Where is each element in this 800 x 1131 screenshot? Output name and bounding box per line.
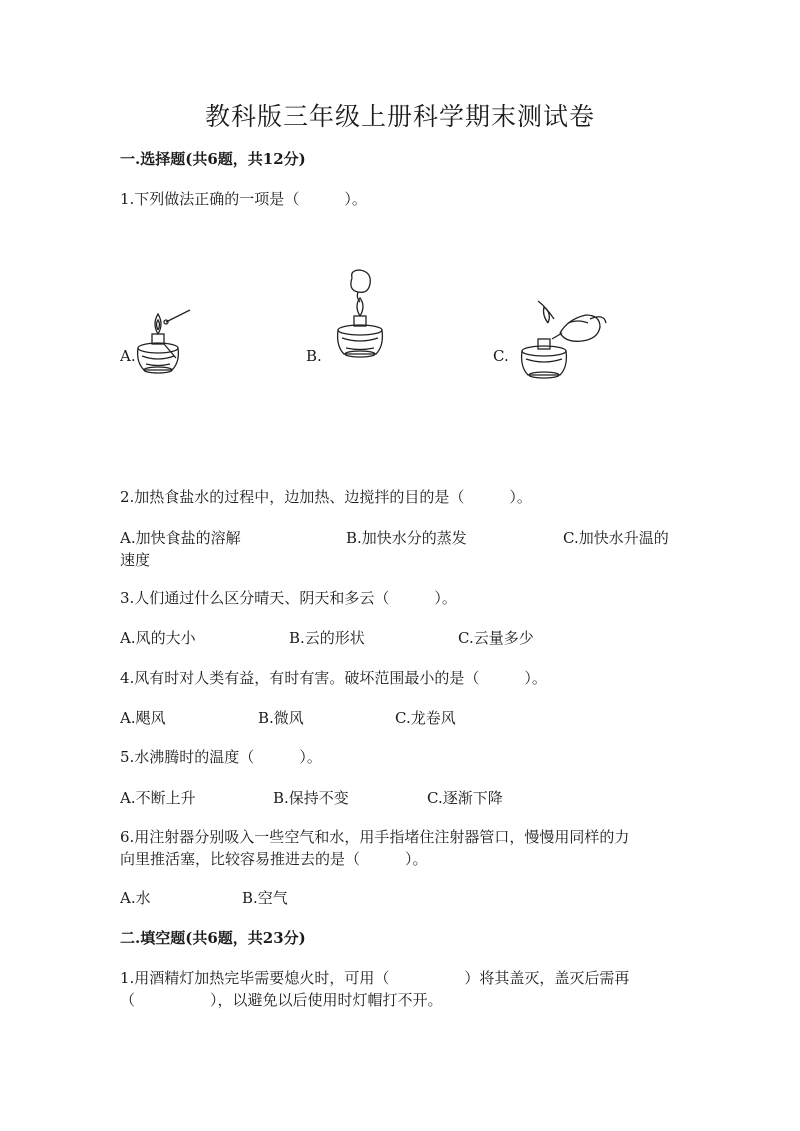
q2-option-c: C.加快水升温的 (563, 529, 669, 547)
q6-option-b: B.空气 (242, 889, 288, 907)
q5-option-a: A.不断上升 (120, 789, 196, 807)
q4-option-a: A.飓风 (120, 709, 166, 727)
q3-option-b: B.云的形状 (289, 629, 365, 647)
question-2-stem: 2.加热食盐水的过程中，边加热、边搅拌的目的是（ ）。 (120, 488, 532, 506)
fill-question-1-line1: 1.用酒精灯加热完毕需要熄火时，可用（ ）将其盖灭，盖灭后需再 (120, 969, 630, 987)
q6-option-a: A.水 (120, 889, 151, 907)
alcohol-lamp-lit-with-match-image (134, 296, 198, 378)
fill-question-1-line2: （ ），以避免以后使用时灯帽打不开。 (120, 991, 443, 1009)
q5-option-c: C.逐渐下降 (427, 789, 503, 807)
section2-header: 二.填空题(共6题，共23分) (120, 929, 306, 947)
q1-option-c-label: C. (493, 347, 509, 365)
q2-option-b: B.加快水分的蒸发 (346, 529, 467, 547)
q1-option-b-label: B. (306, 347, 322, 365)
alcohol-lamp-blowing-out-image (330, 268, 394, 378)
q2-option-c-continued: 速度 (120, 551, 151, 569)
q1-option-a-label: A. (120, 347, 136, 365)
section1-header: 一.选择题(共6题，共12分) (120, 150, 306, 168)
page-title: 教科版三年级上册科学期末测试卷 (204, 102, 595, 131)
q3-option-a: A.风的大小 (120, 629, 196, 647)
question-6-stem-line2: 向里推活塞，比较容易推进去的是（ ）。 (120, 850, 428, 868)
alcohol-lamp-lighting-from-another-lamp-image (508, 293, 608, 381)
q2-option-a: A.加快食盐的溶解 (120, 529, 241, 547)
question-6-stem-line1: 6.用注射器分别吸入一些空气和水，用手指堵住注射器管口，慢慢用同样的力 (120, 828, 630, 846)
q5-option-b: B.保持不变 (273, 789, 349, 807)
q3-option-c: C.云量多少 (458, 629, 534, 647)
question-3-stem: 3.人们通过什么区分晴天、阴天和多云（ ）。 (120, 589, 457, 607)
question-1-stem: 1.下列做法正确的一项是（ ）。 (120, 190, 367, 208)
question-5-stem: 5.水沸腾时的温度（ ）。 (120, 748, 322, 766)
question-4-stem: 4.风有时对人类有益，有时有害。破坏范围最小的是（ ）。 (120, 669, 547, 687)
q4-option-b: B.微风 (258, 709, 304, 727)
q4-option-c: C.龙卷风 (395, 709, 456, 727)
